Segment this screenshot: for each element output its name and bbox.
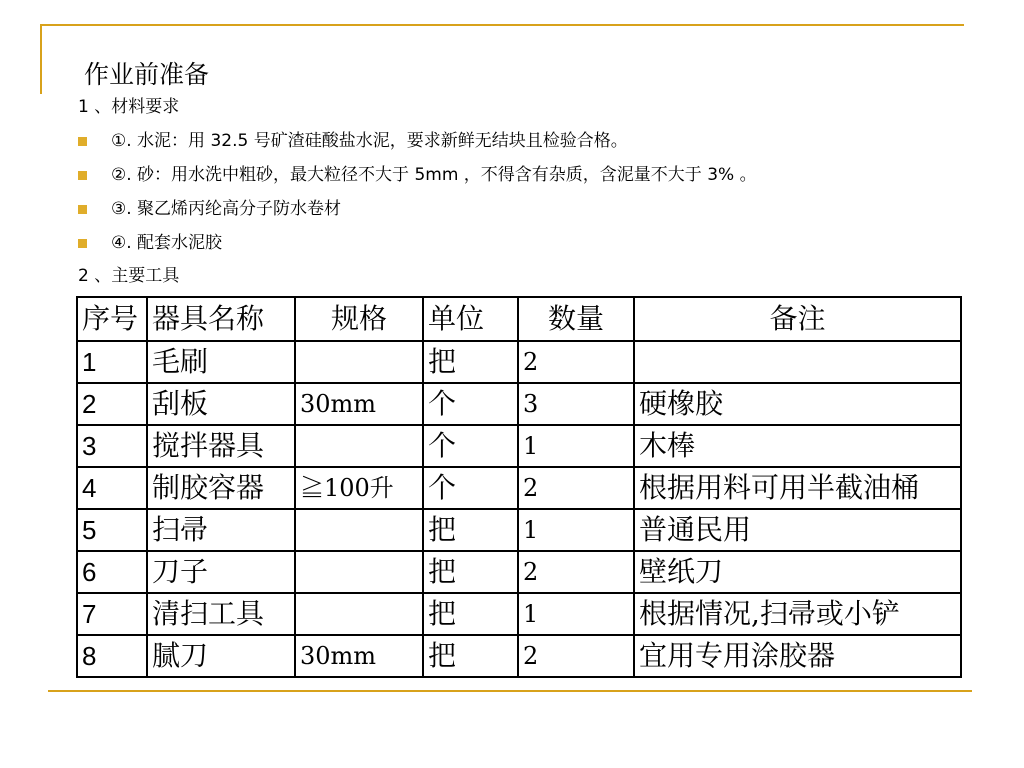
cell-name: 刮板 xyxy=(147,383,295,425)
cell-remark: 普通民用 xyxy=(634,509,961,551)
cell-name: 清扫工具 xyxy=(147,593,295,635)
bullet-square-icon xyxy=(78,239,87,248)
cell-remark: 硬橡胶 xyxy=(634,383,961,425)
cell-name: 搅拌器具 xyxy=(147,425,295,467)
cell-index: 1 xyxy=(77,341,147,383)
material-item xyxy=(78,232,222,254)
header-cell-unit: 单位 xyxy=(423,297,518,341)
cell-spec: 30mm xyxy=(295,383,423,425)
material-item-text: ④. 配套水泥胶 xyxy=(111,233,223,253)
cell-quantity: 2 xyxy=(518,635,634,677)
table-row xyxy=(77,509,961,551)
cell-unit: 把 xyxy=(423,509,518,551)
cell-name: 毛刷 xyxy=(147,341,295,383)
bottom-rule xyxy=(48,690,972,692)
table-row xyxy=(77,635,961,677)
left-rule xyxy=(40,24,42,94)
cell-spec xyxy=(295,593,423,635)
cell-name: 腻刀 xyxy=(147,635,295,677)
table-row xyxy=(77,383,961,425)
cell-index: 5 xyxy=(77,509,147,551)
bullet-square-icon xyxy=(78,171,87,180)
top-rule xyxy=(40,24,964,26)
table-row xyxy=(77,551,961,593)
cell-index: 7 xyxy=(77,593,147,635)
cell-spec xyxy=(295,509,423,551)
cell-unit: 把 xyxy=(423,341,518,383)
cell-quantity: 2 xyxy=(518,341,634,383)
cell-quantity: 2 xyxy=(518,467,634,509)
cell-spec: ≧100升 xyxy=(295,467,423,509)
material-item-text: ③. 聚乙烯丙纶高分子防水卷材 xyxy=(111,199,342,219)
cell-spec: 30mm xyxy=(295,635,423,677)
cell-remark: 根据用料可用半截油桶 xyxy=(634,467,961,509)
slide-title: 作业前准备 xyxy=(84,60,210,89)
cell-quantity: 1 xyxy=(518,425,634,467)
cell-spec xyxy=(295,341,423,383)
cell-index: 3 xyxy=(77,425,147,467)
cell-unit: 个 xyxy=(423,383,518,425)
bullet-square-icon xyxy=(78,137,87,146)
cell-quantity: 3 xyxy=(518,383,634,425)
material-item xyxy=(78,198,341,220)
header-cell-index: 序号 xyxy=(77,297,147,341)
tools-table xyxy=(76,296,962,678)
material-item-text: ②. 砂：用水洗中粗砂，最大粒径不大于 5mm ，不得含有杂质，含泥量不大于 3% 。 xyxy=(111,165,757,185)
cell-index: 8 xyxy=(77,635,147,677)
cell-remark: 壁纸刀 xyxy=(634,551,961,593)
cell-name: 刀子 xyxy=(147,551,295,593)
cell-name: 制胶容器 xyxy=(147,467,295,509)
cell-spec xyxy=(295,425,423,467)
cell-index: 2 xyxy=(77,383,147,425)
cell-remark: 木棒 xyxy=(634,425,961,467)
cell-quantity: 2 xyxy=(518,551,634,593)
table-row xyxy=(77,467,961,509)
material-item xyxy=(78,130,628,152)
cell-remark: 根据情况,扫帚或小铲 xyxy=(634,593,961,635)
cell-unit: 个 xyxy=(423,425,518,467)
table-row xyxy=(77,593,961,635)
table-row xyxy=(77,341,961,383)
cell-spec xyxy=(295,551,423,593)
table-row xyxy=(77,425,961,467)
cell-unit: 个 xyxy=(423,467,518,509)
header-cell-spec: 规格 xyxy=(295,297,423,341)
cell-unit: 把 xyxy=(423,635,518,677)
cell-index: 4 xyxy=(77,467,147,509)
cell-quantity: 1 xyxy=(518,593,634,635)
table-header-row xyxy=(77,297,961,341)
cell-name: 扫帚 xyxy=(147,509,295,551)
cell-remark: 宜用专用涂胶器 xyxy=(634,635,961,677)
cell-index: 6 xyxy=(77,551,147,593)
tools-heading: 2 、主要工具 xyxy=(78,266,180,286)
cell-unit: 把 xyxy=(423,593,518,635)
cell-remark xyxy=(634,341,961,383)
bullet-square-icon xyxy=(78,205,87,214)
cell-quantity: 1 xyxy=(518,509,634,551)
header-cell-name: 器具名称 xyxy=(147,297,295,341)
header-cell-quantity: 数量 xyxy=(518,297,634,341)
material-item xyxy=(78,164,757,186)
header-cell-remark: 备注 xyxy=(634,297,961,341)
materials-heading: 1 、材料要求 xyxy=(78,97,180,117)
material-item-text: ①. 水泥：用 32.5 号矿渣硅酸盐水泥，要求新鲜无结块且检验合格。 xyxy=(111,131,628,151)
cell-unit: 把 xyxy=(423,551,518,593)
